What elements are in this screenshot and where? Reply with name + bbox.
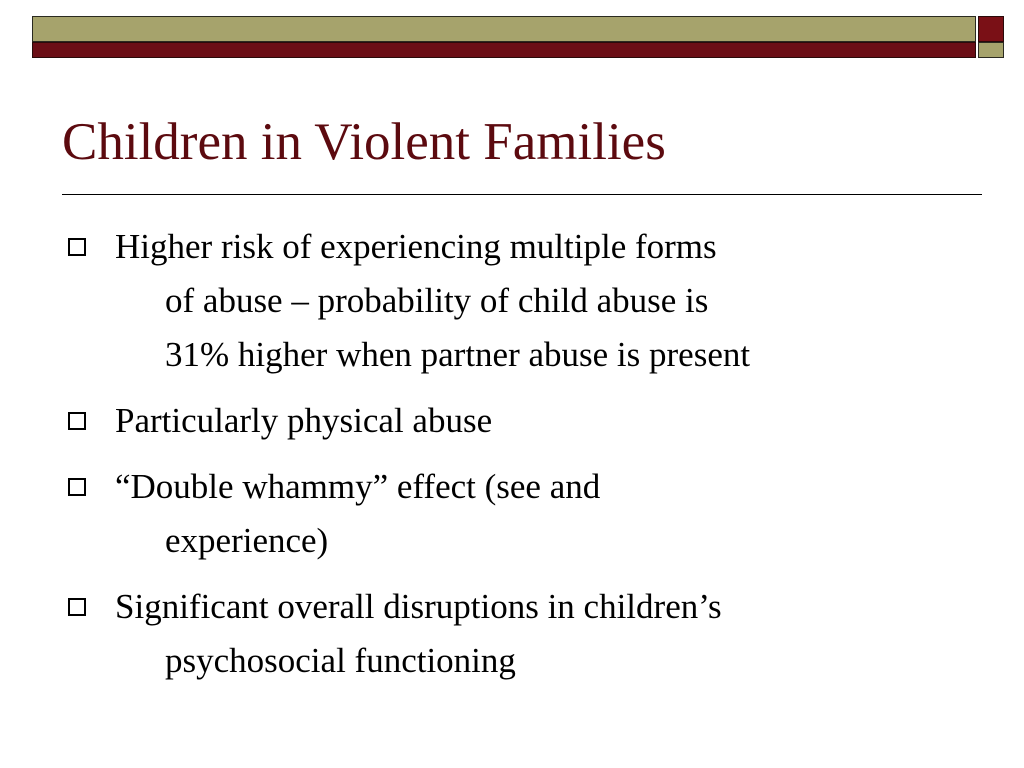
header-bar-olive xyxy=(32,16,976,42)
bullet-item xyxy=(62,460,962,568)
bullet-line: psychosocial functioning xyxy=(165,641,516,680)
bullet-list xyxy=(62,220,962,700)
bullet-item xyxy=(62,220,962,382)
bullet-line: experience) xyxy=(165,521,329,560)
hollow-square-bullet-icon xyxy=(68,478,86,496)
slide-title: Children in Violent Families xyxy=(62,113,666,171)
header-square-olive xyxy=(978,42,1004,58)
bullet-line: of abuse – probability of child abuse is xyxy=(165,281,709,320)
hollow-square-bullet-icon xyxy=(68,238,86,256)
bullet-line: Particularly physical abuse xyxy=(115,401,493,440)
bullet-item xyxy=(62,580,962,688)
hollow-square-bullet-icon xyxy=(68,412,86,430)
title-divider xyxy=(62,194,982,195)
bullet-line: Higher risk of experiencing multiple forms xyxy=(115,227,717,266)
bullet-line: 31% higher when partner abuse is present xyxy=(165,335,751,374)
hollow-square-bullet-icon xyxy=(68,598,86,616)
header-bar-maroon xyxy=(32,42,976,58)
header-square-maroon xyxy=(978,16,1004,42)
bullet-line: Significant overall disruptions in children’s xyxy=(115,587,722,626)
bullet-line: “Double whammy” effect (see and xyxy=(115,467,601,506)
bullet-item xyxy=(62,394,962,448)
